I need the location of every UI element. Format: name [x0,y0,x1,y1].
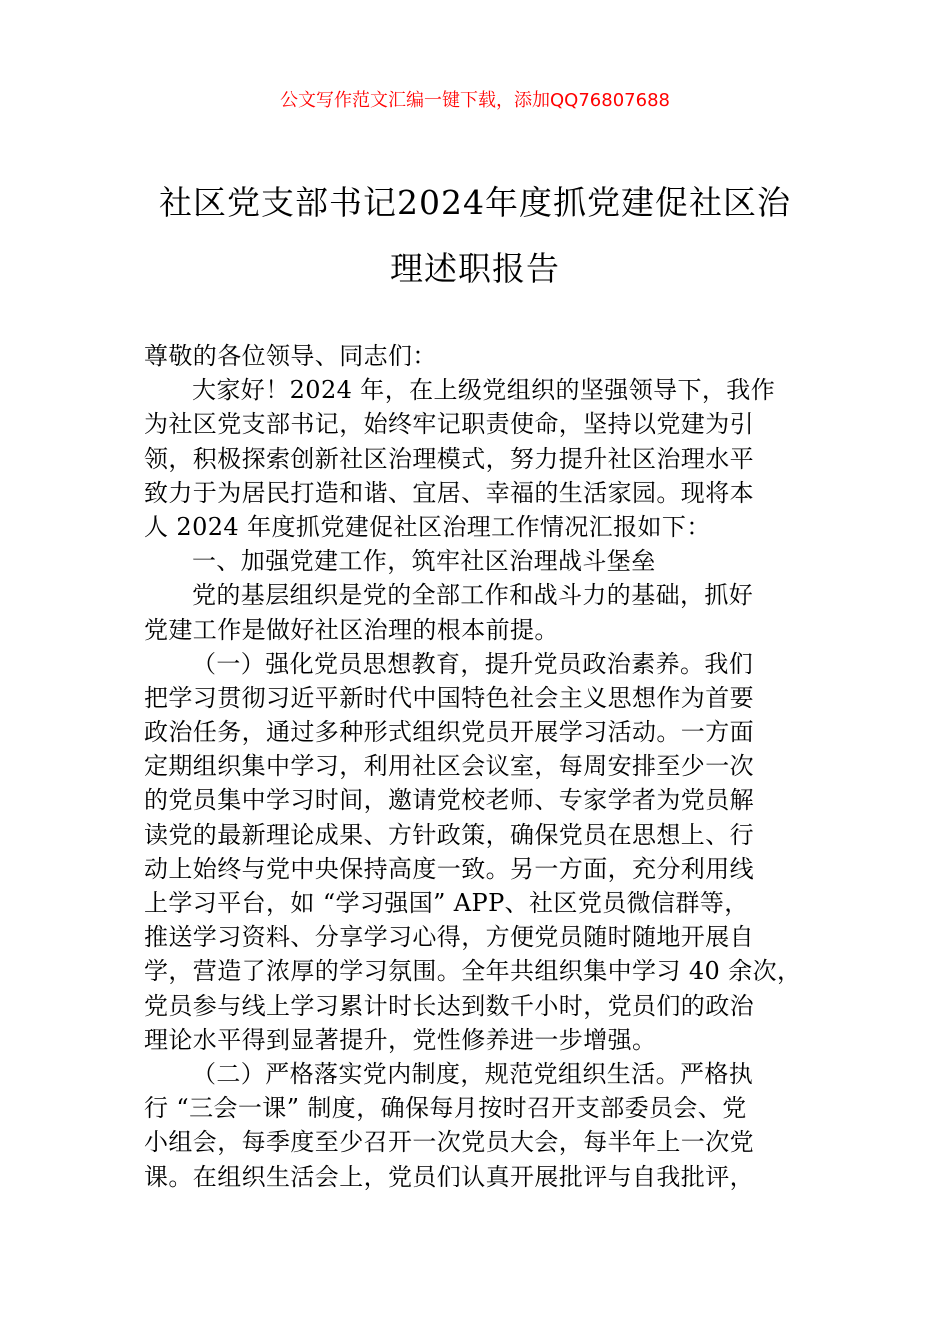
paragraph-line: 定期组织集中学习，利用社区会议室，每周安排至少一次 [144,752,754,781]
paragraph-line: 致力于为居民打造和谐、宜居、幸福的生活家园。现将本 [144,478,754,507]
paragraph-line: 党建工作是做好社区治理的根本前提。 [144,615,559,644]
download-notice: 公文写作范文汇编一键下载，添加QQ76807688 [280,90,670,111]
paragraph-line: （一）强化党员思想教育，提升党员政治素养。我们 [192,649,754,678]
paragraph-line: 学，营造了浓厚的学习氛围。全年共组织集中学习 40 余次， [144,957,802,986]
paragraph-line: 课。在组织生活会上，党员们认真开展批评与自我批评， [144,1162,754,1191]
paragraph-line: 政治任务，通过多种形式组织党员开展学习活动。一方面 [144,718,754,747]
paragraph-line: 的党员集中学习时间，邀请党校老师、专家学者为党员解 [144,786,754,815]
salutation: 尊敬的各位领导、同志们： [144,342,437,370]
paragraph-line: （二）严格落实党内制度，规范党组织生活。严格执 [192,1059,754,1088]
paragraph-line: 党的基层组织是党的全部工作和战斗力的基础，抓好 [192,581,754,610]
section-heading: 一、加强党建工作，筑牢社区治理战斗堡垒 [192,547,656,576]
paragraph-line: 领，积极探索创新社区治理模式，努力提升社区治理水平 [144,444,754,473]
paragraph-line: 小组会，每季度至少召开一次党员大会，每半年上一次党 [144,1128,754,1157]
document-body [144,339,834,1194]
paragraph-line: 为社区党支部书记，始终牢记职责使命，坚持以党建为引 [144,410,754,439]
paragraph-line: 理论水平得到显著提升，党性修养进一步增强。 [144,1025,657,1054]
paragraph-line: 上学习平台，如 “学习强国” APP、社区党员微信群等， [144,889,749,917]
paragraph-line: 把学习贯彻习近平新时代中国特色社会主义思想作为首要 [144,683,754,712]
paragraph-line: 党员参与线上学习累计时长达到数千小时，党员们的政治 [144,991,754,1020]
document-title-line-1: 社区党支部书记2024年度抓党建促社区治 [159,183,791,222]
document-title-line-2: 理述职报告 [390,249,560,288]
paragraph-line: 大家好！2024 年，在上级党组织的坚强领导下，我作 [192,376,776,405]
paragraph-line: 读党的最新理论成果、方针政策，确保党员在思想上、行 [144,820,754,849]
paragraph-line: 动上始终与党中央保持高度一致。另一方面，充分利用线 [144,854,754,883]
paragraph-line: 推送学习资料、分享学习心得，方便党员随时随地开展自 [144,923,754,952]
paragraph-line: 人 2024 年度抓党建促社区治理工作情况汇报如下： [144,512,711,541]
paragraph-line: 行 “三会一课” 制度，确保每月按时召开支部委员会、党 [144,1094,747,1123]
